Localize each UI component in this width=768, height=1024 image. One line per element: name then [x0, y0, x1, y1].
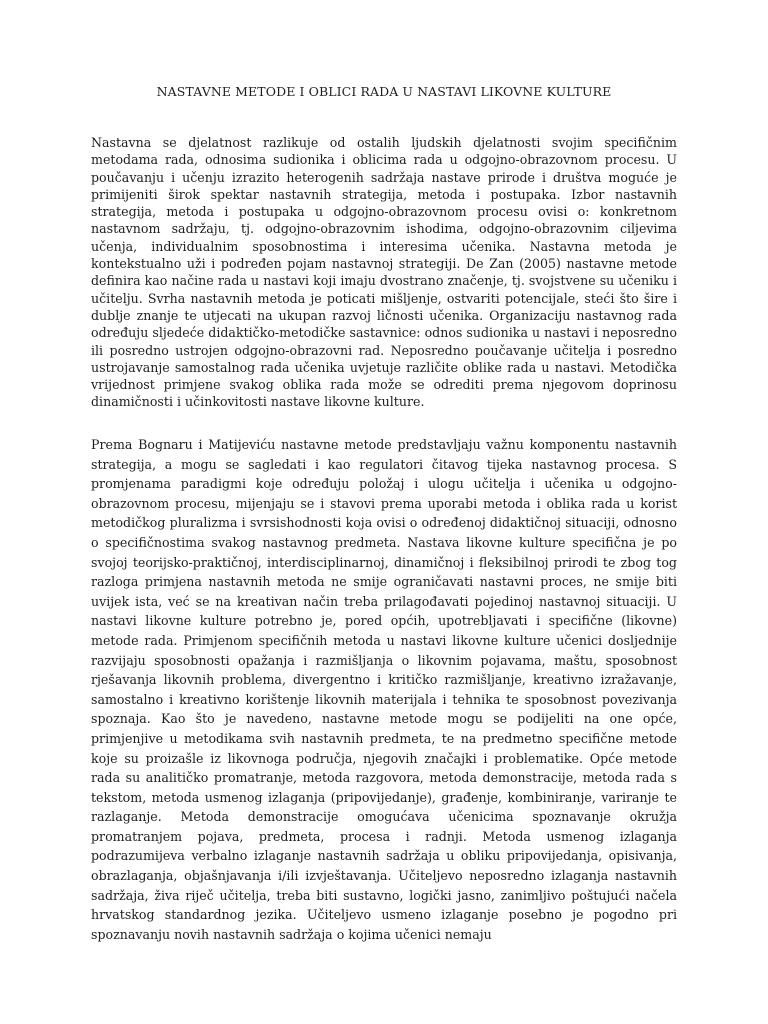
- document-paragraph-1: Nastavna se djelatnost razlikuje od ostalih ljudskih djelatnosti svojim specifičnim metodama rada, odnosima sudionika i oblicima rada u odgojno-obrazovnom procesu. U poučavanju i učenju izrazito heterogenih sadržaja nastave prirode i društva moguće je primijeniti širok spektar nastavnih strategija, metoda i postupaka. Izbor nastavnih strategija, metoda i postupaka u odgojno-obrazovnom procesu ovisi o: konkretnom nastavnom sadržaju, tj. odgojno-obrazovnim ishodima, odgojno-obrazovnim ciljevima učenja, individualnim sposobnostima i interesima učenika. Nastavna metoda je kontekstualno uži i podređen pojam nastavnoj strategiji. De Zan (2005) nastavne metode definira kao načine rada u nastavi koji imaju dvostrano značenje, tj. svojstvene su učeniku i učitelju. Svrha nastavnih metoda je poticati mišljenje, ostvariti potencijale, steći što šire i dublje znanje te utjecati na ukupan razvoj ličnosti učenika. Organizaciju nastavnog rada određuju sljedeće didaktičko-metodičke sastavnice: odnos sudionika u nastavi i neposredno ili posredno ustrojen odgojno-obrazovni rad. Neposredno poučavanje učitelja i posredno ustrojavanje samostalnog rada učenika uvjetuje različite oblike rada u nastavi. Metodička vrijednost primjene svakog oblika rada može se odrediti prema njegovom doprinosu dinamičnosti i učinkovitosti nastave likovne kulture.: [91, 135, 677, 410]
- document-title: NASTAVNE METODE I OBLICI RADA U NASTAVI LIKOVNE KULTURE: [156, 84, 612, 99]
- document-paragraph-2: Prema Bognaru i Matijeviću nastavne metode predstavljaju važnu komponentu nastavnih strategija, a mogu se sagledati i kao regulatori čitavog tijeka nastavnog procesa. S promjenama paradigmi koje određuju položaj i ulogu učitelja i učenika u odgojno-obrazovnom procesu, mijenjaju se i stavovi prema uporabi metoda i oblika rada u korist metodičkog pluralizma i svrsishodnosti koja ovisi o određenoj didaktičnoj situaciji, odnosno o specifičnostima svakog nastavnog predmeta. Nastava likovne kulture specifična je po svojoj teorijsko-praktičnoj, interdisciplinarnoj, dinamičnoj i fleksibilnoj prirodi te zbog tog razloga primjena nastavnih metoda ne smije ograničavati nastavni proces, ne smije biti uvijek ista, već se na kreativan način treba prilagođavati pojedinoj nastavnoj situaciji. U nastavi likovne kulture potrebno je, pored općih, upotrebljavati i specifične (likovne) metode rada. Primjenom specifičnih metoda u nastavi likovne kulture učenici dosljednije razvijaju sposobnosti opažanja i razmišljanja o likovnim pojavama, maštu, sposobnost rješavanja likovnih problema, divergentno i kritičko razmišljanje, kreativno izražavanje, samostalno i kreativno korištenje likovnih materijala i tehnika te sposobnost povezivanja spoznaja. Kao što je navedeno, nastavne metode mogu se podijeliti na one opće, primjenjive u metodikama svih nastavnih predmeta, te na predmetno specifične metode koje su proizašle iz likovnoga područja, njegovih značajki i problematike. Opće metode rada su analitičko promatranje, metoda razgovora, metoda demonstracije, metoda rada s tekstom, metoda usmenog izlaganja (pripovijedanje), građenje, kombiniranje, variranje te razlaganje. Metoda demonstracije omogućava učenicima spoznavanje okružja promatranjem pojava, predmeta, procesa i radnji. Metoda usmenog izlaganja podrazumijeva verbalno izlaganje nastavnih sadržaja u obliku pripovijedanja, opisivanja, obrazlaganja, objašnjavanja i/ili izvještavanja. Učiteljevo neposredno izlaganja nastavnih sadržaja, živa riječ učitelja, treba biti sustavno, logički jasno, zanimljivo poštujući načela hrvatskog standardnog jezika. Učiteljevo usmeno izlaganje posebno je pogodno pri spoznavanju novih nastavnih sadržaja o kojima učenici nemaju: [91, 437, 677, 942]
